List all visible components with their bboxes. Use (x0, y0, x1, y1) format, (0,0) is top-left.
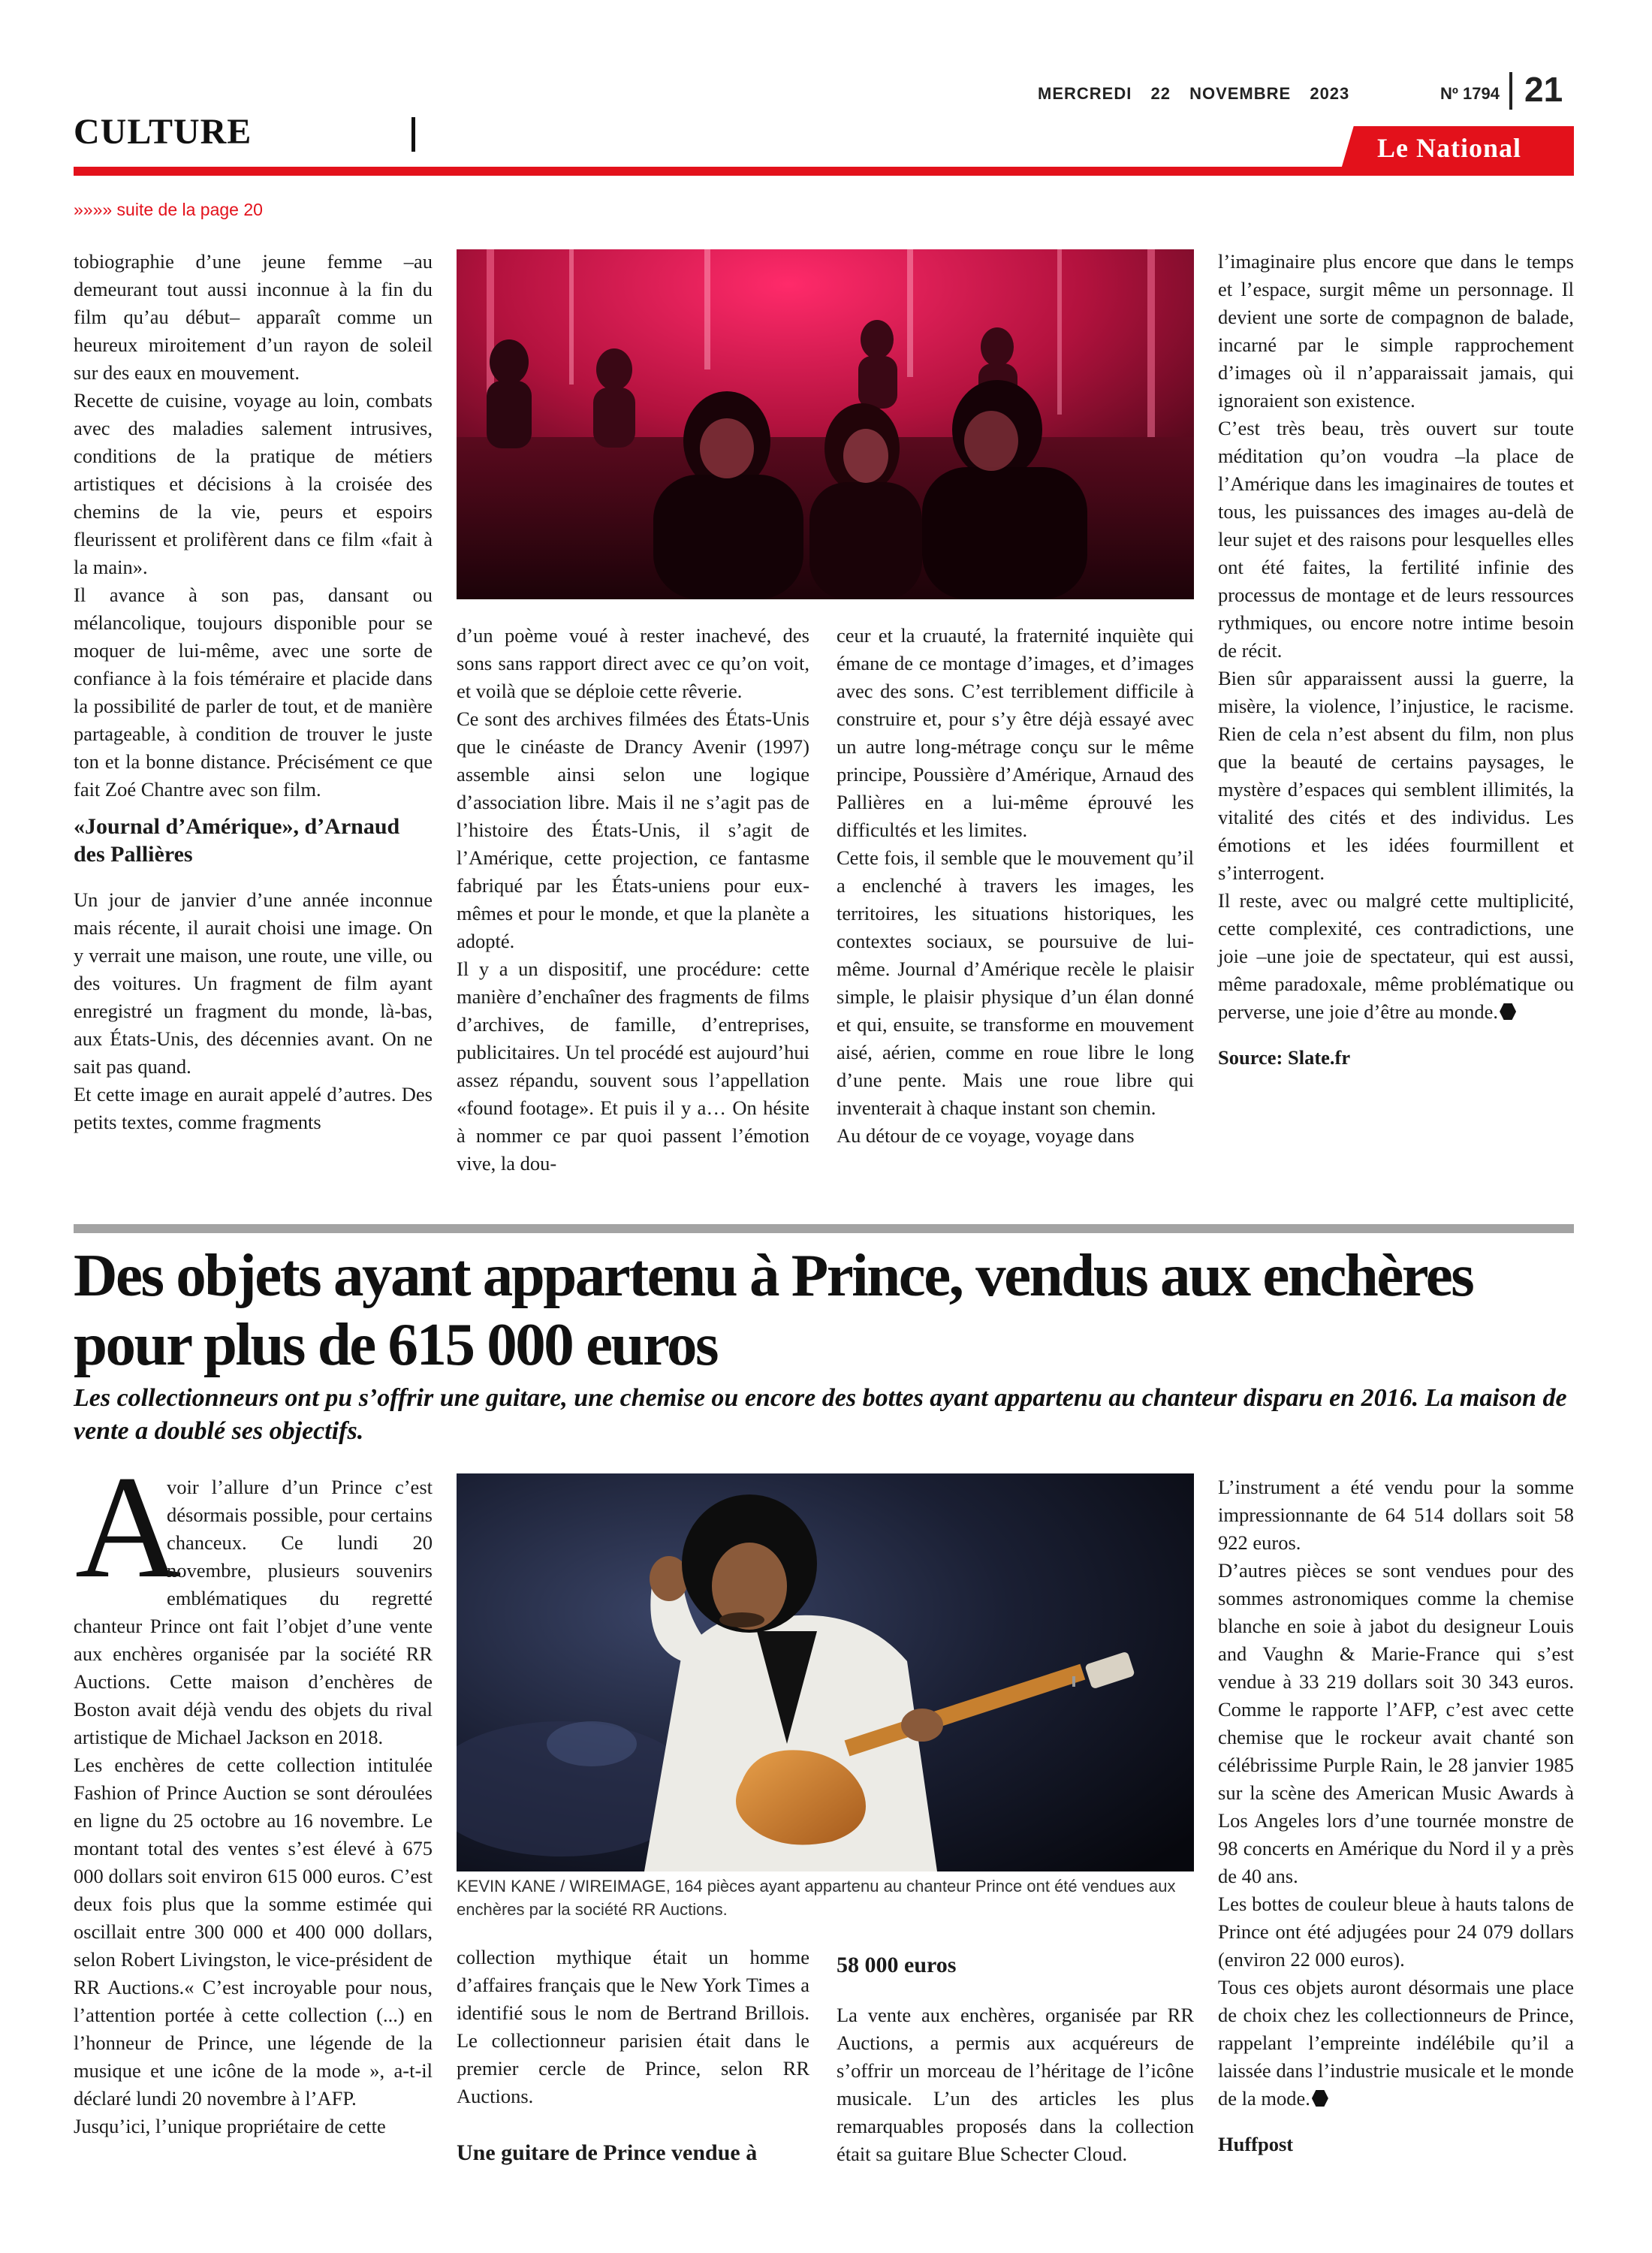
paragraph-text: Il reste, avec ou malgré cette multiplicité, cette complexité, ces contradictions, une joie –une joie de spectateur, qui est aussi, même paradoxale, même problématique ou perverse, une joie d’être au monde. (1218, 889, 1574, 1023)
issue-number: Nº 1794 (1440, 84, 1500, 103)
paragraph: La vente aux enchères, organisée par RR Auctions, a permis aux acquéreurs de s’offrir un morceau de l’héritage de l’icône musicale. L’un des articles les plus remarquables proposés dans la collection était sa guitare Blue Schecter Cloud. (837, 2004, 1194, 2165)
paragraph: Les enchères de cette collection intitulée Fashion of Prince Auction se sont déroulées en ligne du 25 octobre au 16 novembre. Le montant total des ventes s’est élevé à 675 000 dollars soit environ 615 000 euros. C’est deux fois plus que la somme estimée qui oscillait entre 300 000 et 400 000 dollars, selon Robert Livingston, le vice-président de RR Auctions.« C’est incroyable pour nous, l’attention portée à cette collection (...) en l’honneur de Prince, une légende de la musique et une icône de la mode », a-t-il déclaré lundi 20 novembre à l’AFP. (74, 1754, 433, 2110)
film-still-photo (457, 249, 1194, 599)
paragraph (74, 1473, 433, 1751)
paragraph (1218, 887, 1574, 1026)
paragraph: Ce sont des archives filmées des États-Unis que le cinéaste de Drancy Avenir (1997) assemble ainsi selon une logique d’association libre. Mais il ne s’agit pas de l’histoire des États-Unis, il s’agit de l’Amérique, cette projection, ce fantasme fabriqué par les États-uniens pour eux-mêmes et pour le monde, et que la planète a adopté. (457, 707, 809, 952)
paragraph: Au détour de ce voyage, voyage dans (837, 1124, 1135, 1147)
article1-column-3 (837, 622, 1194, 1150)
paragraph: L’instrument a été vendu pour la somme impressionnante de 64 514 dollars soit 58 922 euros. (1218, 1476, 1574, 1554)
subheading: «Journal d’Amérique», d’Arnaud des Pallières (74, 814, 400, 867)
paragraph: ceur et la cruauté, la fraternité inquiète qui émane de ce montage d’images, et d’images avec des sons. C’est terriblement difficile à construire et, pour s’y être déjà essayé avec un autre long-métrage conçu sur le même principe, Poussière d’Amérique, Arnaud des Pallières en a lui-même éprouvé les difficultés et les limites. (837, 624, 1194, 841)
paragraph-text: voir l’allure d’un Prince c’est désormais possible, pour certains chanceux. Ce lundi 20 novembre, plusieurs souvenirs emblématiques du regretté chanteur Prince ont fait l’objet d’une vente aux enchères organisée par la société RR Auctions. Cette maison d’enchères de Boston avait déjà vendu des objets du rival artistique de Michael Jackson en 2018. (74, 1476, 433, 1748)
paragraph (1218, 1974, 1574, 2113)
article1-column-4 (1218, 248, 1574, 1072)
date-day: 22 (1150, 84, 1171, 103)
paragraph: Il y a un dispositif, une procédure: cette manière d’enchaîner des fragments de films d’archives, de famille, d’entreprises, publicitaires. Un tel procédé est aujourd’hui assez répandu, souvent sous l’appellation «found footage». Et puis il y a… On hésite à nommer ce par quoi passent l’émotion vive, la dou- (457, 958, 809, 1175)
brand-name: Le National (1377, 133, 1522, 163)
photo-caption: KEVIN KANE / WIREIMAGE, 164 pièces ayant appartenu au chanteur Prince ont été vendues aux enchères par la société RR Auctions. (457, 1877, 1176, 1919)
paragraph: Bien sûr apparaissent aussi la guerre, la misère, la violence, l’injustice, le racisme. Rien de cela n’est absent du film, non plus que la beauté de certains paysages, le mystère d’espaces qui semblent illimités, la vitalité des cités et des individus. Les émotions et les idées fourmillent et s’interrogent. (1218, 667, 1574, 884)
header-rule (74, 167, 1574, 176)
end-of-article-icon (1312, 2090, 1328, 2107)
paragraph: Les bottes de couleur bleue à hauts talons de Prince ont été adjugées pour 24 079 dollars (environ 22 000 euros). (1218, 1893, 1574, 1971)
issue-date (1038, 84, 1349, 104)
prince-concert-photo (457, 1473, 1194, 1871)
paragraph: Cette fois, il semble que le mouvement qu’il a enclenché à travers les images, les territoires, les situations historiques, les contextes sociaux, se poursuive de lui-même. Journal d’Amérique recèle le plaisir simple, le plaisir physique d’un élan donné et qui, ensuite, se transforme en mouvement aisé, aérien, comme en roue libre le long d’une pente. Mais une roue libre qui inventerait à chaque instant son chemin. (837, 846, 1194, 1119)
paragraph: Il avance à son pas, dansant ou mélancolique, toujours disponible pour se moquer de lui-même, avec une sorte de confiance à la fois téméraire et placide dans la possibilité de parler de tout, et de manière partageable, à condition de trouver le juste ton et la bonne distance. Précisément ce que fait Zoé Chantre avec son film. (74, 584, 433, 801)
article2-column-2 (457, 1944, 809, 2167)
date-weekday: MERCREDI (1038, 84, 1132, 103)
page-number: 21 (1524, 70, 1563, 109)
paragraph: Recette de cuisine, voyage au loin, combats avec des maladies salement intrusives, conditions de la pratique de métiers artistiques et décisions à la croisée des chemins de la vie, peurs et espoirs fleurissent et prolifèrent dans ce film «fait à la main». (74, 389, 433, 578)
subheading: Une guitare de Prince vendue à (457, 2140, 758, 2165)
paragraph: C’est très beau, très ouvert sur toute méditation qu’on voudra –la place de l’Amérique dans les imaginaires de toutes et tous, les puissances des images au-delà de leur sujet et des raisons pour lesquelles elles ont été faites, la fertilité infinie des processus de montage et de leurs ressources rythmiques, ou encore notre intime besoin de récit. (1218, 417, 1574, 662)
header-divider (1509, 72, 1512, 110)
article2-column-3 (837, 1951, 1194, 2168)
headline: Des objets ayant appartenu à Prince, vendus aux enchères pour plus de 615 000 euros (74, 1241, 1473, 1378)
paragraph: Et cette image en aurait appelé d’autres. Des petits textes, comme fragments (74, 1083, 433, 1133)
standfirst: Les collectionneurs ont pu s’offrir une guitare, une chemise ou encore des bottes ayant appartenu au chanteur disparu en 2016. La maison de vente a doublé ses objectifs. (74, 1384, 1567, 1445)
paragraph: collection mythique était un homme d’affaires français que le New York Times a identifié sous le nom de Bertrand Brillois. Le collectionneur parisien était dans le premier cercle de Prince, selon RR Auctions. (457, 1946, 809, 2107)
subheading: 58 000 euros (837, 1953, 957, 1977)
paragraph: d’un poème voué à rester inachevé, des sons sans rapport direct avec ce qu’on voit, et voilà que se déploie cette rêverie. (457, 624, 809, 702)
section-divider (411, 117, 415, 152)
paragraph: Un jour de janvier d’une année inconnue mais récente, il aurait choisi une image. On y verrait une maison, une route, une ville, ou des voitures. Un fragment de film ayant enregistré un fragment du monde, là-bas, aux États-Unis, des décennies avant. On ne sait pas quand. (74, 888, 433, 1078)
paragraph-text: Tous ces objets auront désormais une place de choix chez les collectionneurs de Prince, rappelant l’empreinte indélébile qu’il a laissée dans l’industrie musicale et le monde de la mode. (1218, 1976, 1574, 2110)
article2-column-4 (1218, 1473, 1574, 2158)
drop-cap: A (75, 1446, 182, 1609)
paragraph: tobiographie d’une jeune femme –au demeurant tout aussi inconnue à la fin du film qu’au début– apparaît comme un heureux miroitement d’un rayon de soleil sur des eaux en mouvement. (74, 250, 433, 384)
paragraph: D’autres pièces se sont vendues pour des sommes astronomiques comme la chemise blanche en soie à jabot du designeur Louis and Vaughn & Marie-France qui s’est vendue à 33 219 dollars soit 30 343 euros. Comme le rapporte l’AFP, c’est avec cette chemise que le rockeur avait chanté son célébrissime Purple Rain, le 28 janvier 1985 sur la scène des American Music Awards à Los Angeles lors d’une tournée monstre de 98 concerts en Amérique du Nord il y a près de 40 ans. (1218, 1559, 1574, 1887)
article-source: Huffpost (1218, 2133, 1294, 2155)
drop-cap-spacer (74, 1473, 167, 1610)
article2-column-1 (74, 1473, 433, 2140)
date-month: NOVEMBRE (1189, 84, 1292, 103)
article-source: Source: Slate.fr (1218, 1046, 1351, 1069)
date-year: 2023 (1310, 84, 1350, 103)
paragraph: l’imaginaire plus encore que dans le temps et l’espace, surgit même un personnage. Il devient une sorte de compagnon de balade, incarné par le simple rapprochement d’images où il n’apparaissait jamais, qui ignoraient son existence. (1218, 250, 1574, 412)
article-divider (74, 1224, 1574, 1233)
article1-column-2 (457, 622, 809, 1178)
end-of-article-icon (1500, 1003, 1516, 1020)
paragraph: Jusqu’ici, l’unique propriétaire de cette (74, 2115, 386, 2137)
article1-column-1 (74, 248, 433, 1136)
continued-from: »»»» suite de la page 20 (74, 200, 263, 219)
section-title: CULTURE (74, 112, 252, 152)
